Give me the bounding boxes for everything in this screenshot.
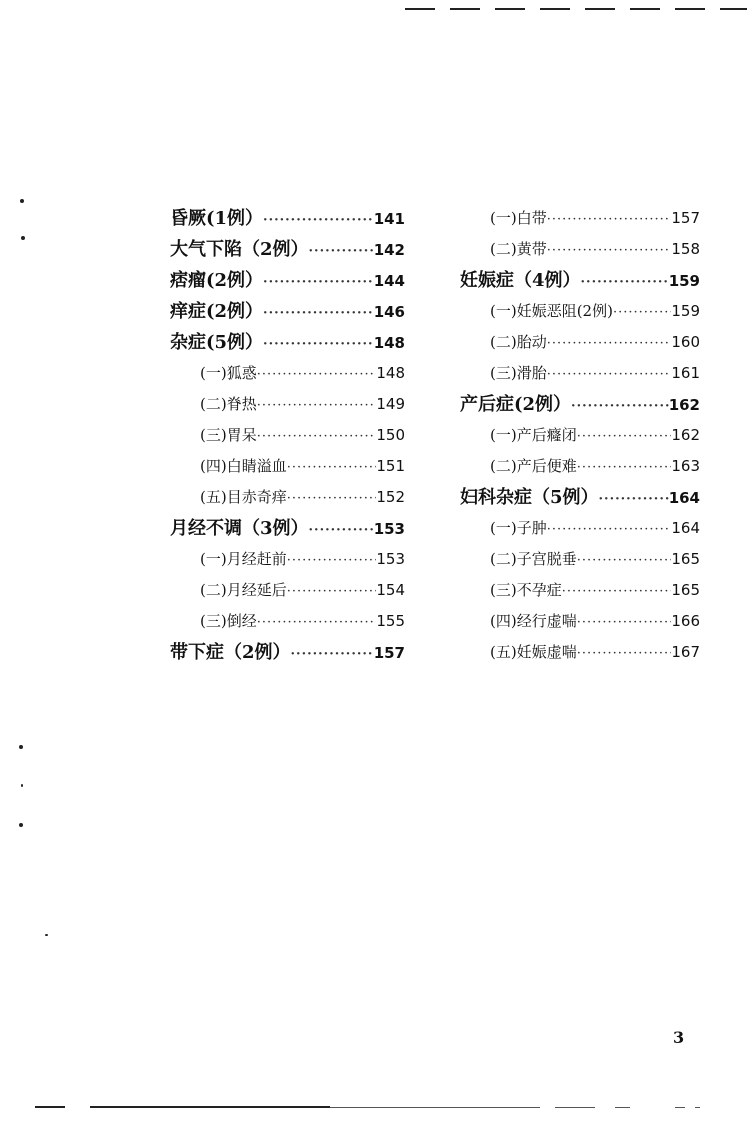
dot-leader	[547, 204, 672, 235]
toc-entry-title: (五)妊娠虚喘	[490, 643, 577, 661]
margin-dot	[19, 823, 23, 827]
margin-dot	[21, 236, 25, 240]
dot-leader	[257, 421, 377, 452]
toc-subentry[interactable]	[460, 296, 700, 327]
toc-entry-title: 痞瘤(2例）	[170, 270, 264, 291]
toc-entry-title: 妇科杂症（5例）	[460, 487, 599, 508]
dot-leader	[263, 205, 374, 236]
dot-leader	[577, 421, 672, 452]
toc-subentry[interactable]	[170, 389, 405, 420]
toc-entry-page: 167	[671, 643, 700, 661]
toc-entry[interactable]	[170, 234, 405, 265]
dot-leader	[287, 452, 377, 483]
toc-subentry[interactable]	[170, 451, 405, 482]
toc-right-column	[460, 203, 700, 668]
toc-entry-title: (三)不孕症	[490, 581, 562, 599]
margin-dot	[20, 199, 24, 203]
toc-entry-title: (一)白带	[490, 209, 547, 227]
dot-leader	[581, 267, 669, 298]
toc-entry-title: 杂症(5例）	[170, 332, 264, 353]
margin-dot	[21, 784, 23, 787]
toc-entry[interactable]	[170, 327, 405, 358]
toc-entry-page: 144	[373, 272, 405, 290]
dot-leader	[263, 267, 374, 298]
toc-subentry[interactable]	[460, 358, 700, 389]
dot-leader	[547, 328, 672, 359]
toc-entry-page: 165	[671, 550, 700, 568]
toc-entry-title: (二)月经延后	[200, 581, 287, 599]
page-number: 3	[673, 1028, 685, 1047]
toc-entry-title: (一)妊娠恶阻(2例)	[490, 302, 613, 320]
toc-entry-page: 161	[671, 364, 700, 382]
toc-entry-title: (二)黄带	[490, 240, 547, 258]
toc-left-column	[170, 203, 405, 668]
toc-entry-page: 162	[671, 426, 700, 444]
toc-entry-title: 痒症(2例）	[170, 301, 264, 322]
margin-dot	[45, 934, 48, 936]
toc-entry[interactable]	[460, 265, 700, 296]
toc-entry-title: (五)目赤奇痒	[200, 488, 287, 506]
toc-entry-title: (一)狐惑	[200, 364, 257, 382]
dot-leader	[287, 545, 377, 576]
dot-leader	[577, 452, 672, 483]
toc-entry-page: 154	[376, 581, 405, 599]
toc-entry-page: 160	[671, 333, 700, 351]
toc-entry[interactable]	[170, 265, 405, 296]
toc-entry-title: (一)月经赶前	[200, 550, 287, 568]
toc-entry[interactable]	[460, 482, 700, 513]
toc-entry[interactable]	[170, 513, 405, 544]
toc-entry-page: 163	[671, 457, 700, 475]
dot-leader	[547, 359, 672, 390]
dot-leader	[257, 607, 377, 638]
toc-entry-page: 151	[376, 457, 405, 475]
toc-entry-page: 142	[373, 241, 405, 259]
toc-subentry[interactable]	[170, 482, 405, 513]
toc-entry-page: 150	[376, 426, 405, 444]
toc-subentry[interactable]	[460, 451, 700, 482]
toc-subentry[interactable]	[460, 234, 700, 265]
dot-leader	[287, 576, 377, 607]
dot-leader	[309, 236, 374, 267]
toc-entry-title: 妊娠症（4例）	[460, 270, 581, 291]
toc-entry[interactable]	[170, 637, 405, 668]
toc-entry-title: (一)子肿	[490, 519, 547, 537]
toc-entry-page: 153	[373, 520, 405, 538]
toc-entry-page: 159	[668, 272, 700, 290]
dot-leader	[547, 235, 672, 266]
toc-entry-title: 昏厥(1例）	[170, 208, 264, 229]
dot-leader	[257, 359, 377, 390]
toc-entry-title: (四)经行虚喘	[490, 612, 577, 630]
toc-entry-title: (四)白睛溢血	[200, 457, 287, 475]
dot-leader	[562, 576, 672, 607]
toc-subentry[interactable]	[460, 637, 700, 668]
dot-leader	[571, 391, 669, 422]
toc-entry-title: (一)产后癃闭	[490, 426, 577, 444]
toc-entry-title: (二)子宫脱垂	[490, 550, 577, 568]
toc-entry-page: 157	[373, 644, 405, 662]
dot-leader	[291, 639, 374, 670]
margin-dot	[19, 745, 23, 749]
toc-entry-page: 157	[671, 209, 700, 227]
dot-leader	[599, 484, 669, 515]
toc-entry-title: 带下症（2例）	[170, 642, 291, 663]
toc-entry-page: 148	[376, 364, 405, 382]
toc-subentry[interactable]	[170, 606, 405, 637]
toc-entry-title: 月经不调（3例）	[170, 518, 309, 539]
toc-entry-title: 大气下陷（2例）	[170, 239, 309, 260]
toc-entry-page: 158	[671, 240, 700, 258]
dot-leader	[577, 607, 672, 638]
toc-entry-page: 152	[376, 488, 405, 506]
toc-entry-title: (三)胃呆	[200, 426, 257, 444]
dot-leader	[287, 483, 377, 514]
top-dash-rule	[405, 8, 745, 12]
toc-entry-page: 162	[668, 396, 700, 414]
toc-entry[interactable]	[170, 203, 405, 234]
toc-entry-title: (三)倒经	[200, 612, 257, 630]
dot-leader	[613, 297, 671, 328]
toc-subentry[interactable]	[460, 203, 700, 234]
toc-subentry[interactable]	[460, 327, 700, 358]
toc-subentry[interactable]	[460, 575, 700, 606]
toc-subentry[interactable]	[170, 420, 405, 451]
toc-entry-title: (二)产后便难	[490, 457, 577, 475]
dot-leader	[309, 515, 374, 546]
toc-subentry[interactable]	[170, 544, 405, 575]
bottom-rule	[35, 1106, 700, 1109]
toc-entry-page: 149	[376, 395, 405, 413]
toc-subentry[interactable]	[460, 420, 700, 451]
dot-leader	[577, 638, 672, 669]
dot-leader	[263, 329, 374, 360]
dot-leader	[547, 514, 672, 545]
dot-leader	[263, 298, 374, 329]
toc-entry[interactable]	[170, 296, 405, 327]
toc-entry-title: (三)滑胎	[490, 364, 547, 382]
toc-entry-page: 164	[668, 489, 700, 507]
toc-entry-title: (二)脊热	[200, 395, 257, 413]
toc-subentry[interactable]	[460, 544, 700, 575]
toc-entry-page: 141	[373, 210, 405, 228]
toc-entry-title: (二)胎动	[490, 333, 547, 351]
toc-entry-page: 159	[671, 302, 700, 320]
toc-entry-page: 155	[376, 612, 405, 630]
toc-entry-page: 153	[376, 550, 405, 568]
toc-subentry[interactable]	[170, 358, 405, 389]
toc-entry-page: 165	[671, 581, 700, 599]
toc-subentry[interactable]	[460, 606, 700, 637]
toc-entry-page: 146	[373, 303, 405, 321]
dot-leader	[257, 390, 377, 421]
toc-entry-title: 产后症(2例）	[460, 394, 572, 415]
dot-leader	[577, 545, 672, 576]
toc-entry-page: 148	[373, 334, 405, 352]
toc-entry-page: 166	[671, 612, 700, 630]
toc-entry-page: 164	[671, 519, 700, 537]
toc-subentry[interactable]	[170, 575, 405, 606]
toc-subentry[interactable]	[460, 513, 700, 544]
toc-entry[interactable]	[460, 389, 700, 420]
